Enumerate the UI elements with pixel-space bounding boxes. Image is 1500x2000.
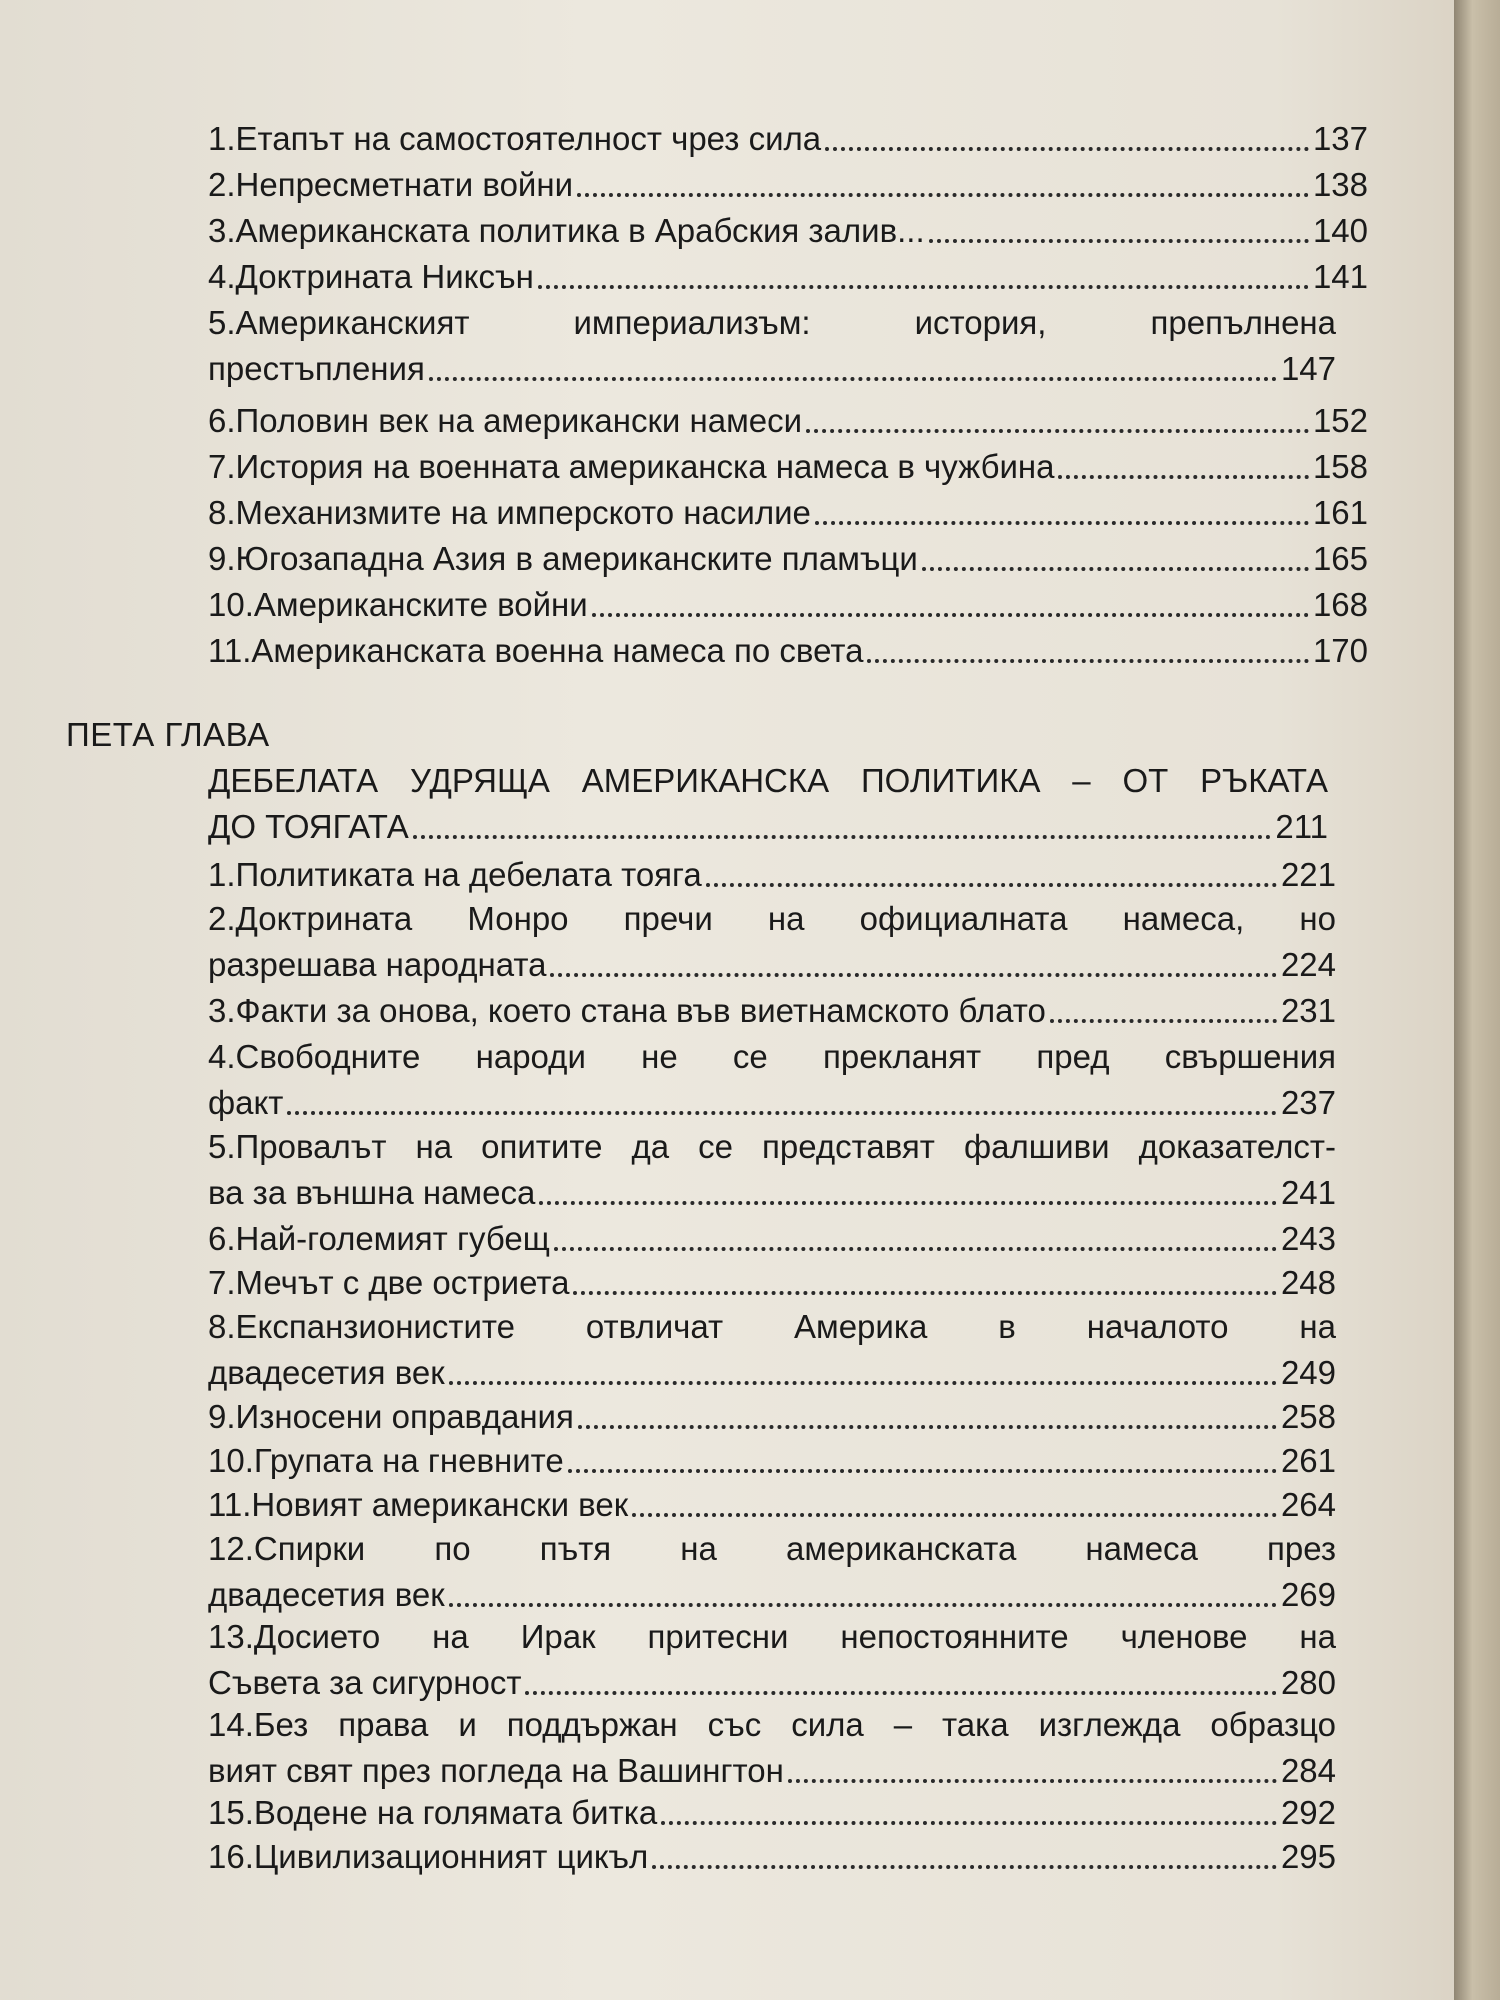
- toc-entry-title-line1: 4.Свободните народи не се прекланят пред свършения: [208, 1038, 1336, 1075]
- toc-entry-page: 295: [1280, 1838, 1336, 1875]
- toc-entry-page: 161: [1312, 494, 1368, 531]
- toc-entry: [208, 116, 1368, 162]
- toc-entry-page: 138: [1312, 166, 1368, 203]
- toc-entry-page: 224: [1280, 946, 1336, 983]
- toc-entry-page: 221: [1280, 856, 1336, 893]
- leader-dots: [815, 520, 1309, 525]
- leader-dots: [652, 1864, 1277, 1869]
- leader-dots: [287, 1110, 1277, 1115]
- toc-entry: [208, 490, 1368, 536]
- toc-entry-title: 6.Най-големият губещ: [208, 1220, 550, 1257]
- toc-entry-page: 237: [1280, 1084, 1336, 1121]
- toc-entry-title-line1: 14.Без права и поддържан със сила – така изглежда образцо: [208, 1706, 1336, 1743]
- leader-dots: [539, 1200, 1277, 1205]
- toc-entry: [208, 628, 1368, 674]
- toc-entry: [208, 1790, 1336, 1836]
- toc-entry-title-line1: 2.Доктрината Монро пречи на официалната намеса, но: [208, 900, 1336, 937]
- toc-entry: [208, 162, 1368, 208]
- toc-entry-page: 280: [1280, 1664, 1336, 1701]
- leader-dots: [632, 1512, 1277, 1517]
- toc-entry: [208, 1394, 1336, 1440]
- leader-dots: [449, 1602, 1277, 1607]
- toc-entry: [208, 1702, 1336, 1794]
- toc-entry-title: 1.Етапът на самостоятелност чрез сила: [208, 120, 822, 157]
- leader-dots: [449, 1380, 1277, 1385]
- toc-entry-page: 261: [1280, 1442, 1336, 1479]
- toc-entry-title: 15.Водене на голямата битка: [208, 1794, 658, 1831]
- leader-dots: [577, 192, 1309, 197]
- toc-entry-title: 2.Непресметнати войни: [208, 166, 574, 203]
- toc-entry: [208, 208, 1368, 254]
- toc-entry-title: 3.Факти за онова, което стана във виетнамското блато: [208, 992, 1046, 1029]
- leader-dots: [525, 1690, 1277, 1695]
- toc-entry: [208, 988, 1336, 1034]
- toc-entry-title: 3.Американската политика в Арабския залив...: [208, 212, 925, 249]
- leader-dots: [538, 284, 1309, 289]
- leader-dots: [661, 1820, 1277, 1825]
- leader-dots: [1058, 474, 1308, 479]
- toc-entry: [208, 536, 1368, 582]
- toc-entry-page: 241: [1280, 1174, 1336, 1211]
- toc-entry-title: двадесетия век: [208, 1576, 445, 1613]
- toc-entry: [208, 1614, 1336, 1706]
- toc-entry-page: 165: [1312, 540, 1368, 577]
- leader-dots: [1050, 1018, 1277, 1023]
- toc-entry-page: 249: [1280, 1354, 1336, 1391]
- toc-entry-title: Съвета за сигурност: [208, 1664, 522, 1701]
- leader-dots: [825, 146, 1309, 151]
- leader-dots: [554, 1246, 1277, 1251]
- leader-dots: [578, 1424, 1277, 1429]
- toc-entry-title: 9.Износени оправдания: [208, 1398, 574, 1435]
- chapter-title-line1: ДЕБЕЛАТА УДРЯЩА АМЕРИКАНСКА ПОЛИТИКА – ОТ РЪКАТА: [208, 762, 1328, 799]
- toc-entry-page: 170: [1312, 632, 1368, 669]
- toc-entry: [208, 1260, 1336, 1306]
- toc-entry-title: 16.Цивилизационният цикъл: [208, 1838, 649, 1875]
- leader-dots: [929, 238, 1309, 243]
- toc-entry: [208, 1482, 1336, 1528]
- toc-entry-title: вият свят през погледа на Вашингтон: [208, 1752, 784, 1789]
- toc-entry-page: 231: [1280, 992, 1336, 1029]
- toc-entry: [208, 1526, 1336, 1618]
- toc-entry: [208, 852, 1336, 898]
- toc-entry-page: 147: [1280, 350, 1336, 387]
- leader-dots: [706, 882, 1277, 887]
- toc-entry: [208, 300, 1336, 392]
- leader-dots: [867, 658, 1308, 663]
- toc-entry: [208, 398, 1368, 444]
- chapter-title: [208, 758, 1328, 850]
- toc-entry-page: 152: [1312, 402, 1368, 439]
- toc-entry: [208, 254, 1368, 300]
- toc-entry-page: 168: [1312, 586, 1368, 623]
- toc-entry-title: ва за външна намеса: [208, 1174, 536, 1211]
- toc-entry-title-line1: 8.Експанзионистите отвличат Америка в началото на: [208, 1308, 1336, 1345]
- toc-entry-title: двадесетия век: [208, 1354, 445, 1391]
- toc-entry-title: факт: [208, 1084, 284, 1121]
- toc-entry: [208, 1438, 1336, 1484]
- toc-entry-title: 7.Мечът с две остриета: [208, 1264, 570, 1301]
- leader-dots: [568, 1468, 1277, 1473]
- leader-dots: [806, 428, 1309, 433]
- leader-dots: [922, 566, 1309, 571]
- toc-entry-page: 284: [1280, 1752, 1336, 1789]
- toc-entry-page: 269: [1280, 1576, 1336, 1613]
- toc-entry-page: 141: [1312, 258, 1368, 295]
- leader-dots: [592, 612, 1309, 617]
- toc-entry-page: 243: [1280, 1220, 1336, 1257]
- toc-entry-title-line1: 12.Спирки по пътя на американската намеса през: [208, 1530, 1336, 1567]
- chapter-heading: ПЕТА ГЛАВА: [66, 716, 270, 753]
- toc-entry: [208, 1124, 1336, 1216]
- toc-entry-page: 158: [1312, 448, 1368, 485]
- toc-entry: [208, 582, 1368, 628]
- toc-entry-page: 140: [1312, 212, 1368, 249]
- leader-dots: [573, 1290, 1276, 1295]
- toc-entry-title: 4.Доктрината Никсън: [208, 258, 534, 295]
- toc-entry-title: 10.Групата на гневните: [208, 1442, 564, 1479]
- toc-entry-title: 8.Механизмите на имперското насилие: [208, 494, 811, 531]
- leader-dots: [550, 972, 1276, 977]
- toc-entry: [208, 1034, 1336, 1126]
- toc-entry: [208, 444, 1368, 490]
- toc-entry-page: 292: [1280, 1794, 1336, 1831]
- toc-entry: [208, 1834, 1336, 1880]
- toc-entry-page: 137: [1312, 120, 1368, 157]
- toc-entry-title: престъпления: [208, 350, 425, 387]
- toc-entry-title: 6.Половин век на американски намеси: [208, 402, 803, 439]
- toc-entry-title-line1: 5.Провалът на опитите да се представят фалшиви доказателст-: [208, 1128, 1336, 1165]
- toc-entry-title: 10.Американските войни: [208, 586, 588, 623]
- toc-entry-title: 9.Югозападна Азия в американските пламъци: [208, 540, 918, 577]
- chapter-title-page: 211: [1275, 808, 1328, 845]
- leader-dots: [429, 376, 1277, 381]
- toc-entry: [208, 1216, 1336, 1262]
- toc-entry-title-line1: 13.Досието на Ирак притесни непостоянните членове на: [208, 1618, 1336, 1655]
- leader-dots: [788, 1778, 1277, 1783]
- toc-entry-page: 258: [1280, 1398, 1336, 1435]
- toc-entry-title: 11.Американската военна намеса по света: [208, 632, 864, 669]
- toc-entry-title: 7.История на военната американска намеса в чужбина: [208, 448, 1055, 485]
- toc-entry-page: 248: [1280, 1264, 1336, 1301]
- toc-entry: [208, 1304, 1336, 1396]
- leader-dots: [413, 834, 1272, 839]
- toc-entry-title: 11.Новият американски век: [208, 1486, 629, 1523]
- toc-entry-title-line1: 5.Американският империализъм: история, препълнена: [208, 304, 1336, 341]
- toc-entry-title: 1.Политиката на дебелата тояга: [208, 856, 702, 893]
- chapter-title-line2: ДО ТОЯГАТА: [208, 808, 409, 845]
- toc-entry-page: 264: [1280, 1486, 1336, 1523]
- toc-entry: [208, 896, 1336, 988]
- toc-entry-title: разрешава народната: [208, 946, 547, 983]
